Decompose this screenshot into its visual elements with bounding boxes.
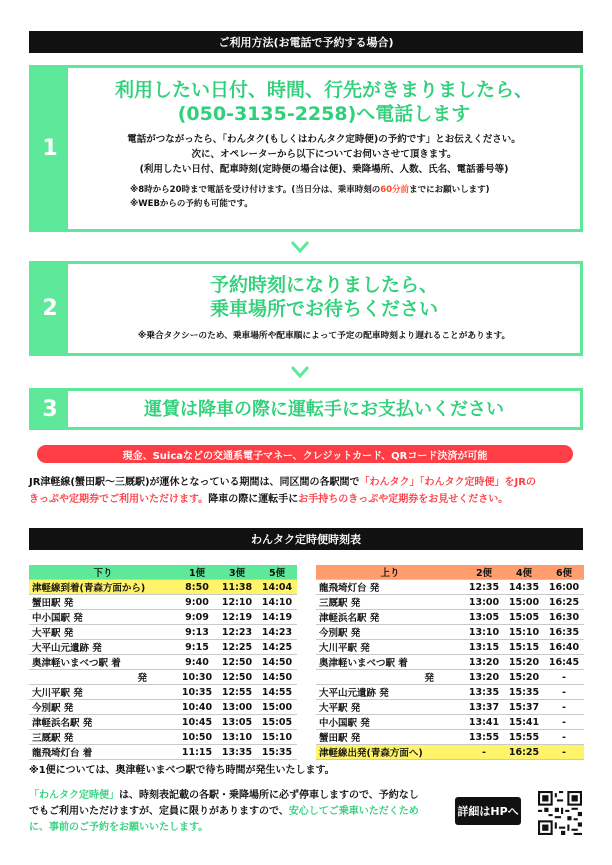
step-2-headline: 乗車場所でお待ちください [209, 298, 438, 320]
chevron-down-icon [290, 237, 310, 257]
time-cell: 13:10 [464, 625, 504, 640]
time-cell: 14:35 [504, 580, 544, 595]
stop-name: 龍飛埼灯台 着 [29, 745, 177, 760]
step-2-box [29, 261, 583, 356]
phone-number-headline: (050-3135-2258)へ電話します [177, 103, 471, 125]
step-1-line: (利用したい日付、配車時刻(定時便の場合は便)、乗降場所、人数、氏名、電話番号等) [139, 164, 509, 175]
column-header: 下り [29, 565, 177, 580]
time-cell: 13:00 [464, 595, 504, 610]
time-cell: 15:15 [504, 640, 544, 655]
table-row [29, 595, 297, 610]
time-cell: 9:13 [177, 625, 217, 640]
time-cell: 15:10 [504, 625, 544, 640]
time-cell: 14:50 [257, 655, 297, 670]
stop-name: 津軽線到着(青森方面から) [29, 580, 177, 595]
table-row [29, 580, 297, 595]
column-header: 上り [316, 565, 464, 580]
table-row [29, 730, 297, 745]
time-cell: 15:20 [504, 655, 544, 670]
time-cell: 13:00 [217, 700, 257, 715]
time-cell: 15:10 [257, 730, 297, 745]
column-header: 6便 [544, 565, 584, 580]
time-cell: 10:30 [177, 670, 217, 685]
time-cell: 15:05 [504, 610, 544, 625]
table-row [29, 745, 297, 760]
stop-name: 三厩駅 発 [29, 730, 177, 745]
time-cell: 12:23 [217, 625, 257, 640]
time-cell: - [544, 670, 584, 685]
table-header-row [316, 565, 584, 580]
table-row [29, 655, 297, 670]
step-2-note: ※乗合タクシーのため、乗車場所や配車順によって予定の配車時刻より遅れることがあります。 [137, 331, 511, 341]
time-cell: 8:50 [177, 580, 217, 595]
step-number: 1 [32, 68, 68, 229]
footer-line: は、時刻表記載の各駅・乗降場所に必ず停車しますので、予約なし [119, 790, 419, 801]
column-header: 2便 [464, 565, 504, 580]
table-row [316, 745, 584, 760]
step-2-headline: 予約時刻になりましたら、 [209, 274, 438, 296]
qr-code-icon[interactable] [538, 791, 582, 835]
time-cell: 16:35 [544, 625, 584, 640]
table-row [316, 595, 584, 610]
footer-text [29, 788, 419, 836]
time-cell: 14:19 [257, 610, 297, 625]
time-cell: 10:50 [177, 730, 217, 745]
time-cell: 16:30 [544, 610, 584, 625]
step-1-headline: 利用したい日付、時間、行先がきまりましたら、 [114, 79, 533, 101]
stop-name: 津軽浜名駅 発 [29, 715, 177, 730]
time-cell: 13:20 [464, 670, 504, 685]
stop-name: 中小国駅 発 [29, 610, 177, 625]
time-cell: 12:55 [217, 685, 257, 700]
time-cell: 13:20 [464, 655, 504, 670]
time-cell: 14:50 [257, 670, 297, 685]
stop-name: 今別駅 発 [29, 700, 177, 715]
chevron-down-icon [290, 362, 310, 382]
time-cell: 9:09 [177, 610, 217, 625]
stop-name: 蟹田駅 発 [29, 595, 177, 610]
table-row [316, 730, 584, 745]
time-cell: - [544, 685, 584, 700]
time-cell: 10:35 [177, 685, 217, 700]
time-cell: 12:50 [217, 670, 257, 685]
payment-methods-banner: 現金、Suicaなどの交通系電子マネー、クレジットカード、QRコード決済が可能 [37, 445, 573, 463]
note-text: ※8時から20時まで電話を受け付けます。(当日分は、乗車時刻の [130, 185, 381, 195]
time-cell: 16:45 [544, 655, 584, 670]
table-row [29, 670, 297, 685]
table-header-row [29, 565, 297, 580]
table-row [29, 625, 297, 640]
up-timetable [316, 565, 584, 760]
time-cell: 14:04 [257, 580, 297, 595]
time-cell: 16:00 [544, 580, 584, 595]
time-cell: 15:05 [257, 715, 297, 730]
jr-notice-text: 降車の際に運転手に [208, 494, 299, 505]
time-cell: 10:40 [177, 700, 217, 715]
column-header: 1便 [177, 565, 217, 580]
time-cell: 13:35 [464, 685, 504, 700]
table-row [29, 700, 297, 715]
jr-notice-highlight: お手持ちのきっぷや定期券をお見せください。 [298, 494, 509, 505]
step-3-headline: 運賃は降車の際に運転手にお支払いください [144, 399, 504, 420]
stop-name: 三厩駅 発 [316, 595, 464, 610]
time-cell: 14:10 [257, 595, 297, 610]
step-1-line: 電話がつながったら、「わんタク(もしくはわんタク定時便)の予約です」とお伝えください。 [127, 134, 521, 145]
step-1-line: 次に、オペレーターから以下についてお伺いさせて頂きます。 [191, 149, 457, 160]
time-cell: 16:25 [544, 595, 584, 610]
time-cell: 13:37 [464, 700, 504, 715]
time-cell: 12:10 [217, 595, 257, 610]
stop-name: 大川平駅 発 [29, 685, 177, 700]
stop-name: 龍飛埼灯台 発 [316, 580, 464, 595]
stop-name: 大平駅 発 [316, 700, 464, 715]
time-cell: 12:50 [217, 655, 257, 670]
footer-highlight: 「わんタク定時便」 [29, 790, 119, 801]
stop-name: 蟹田駅 発 [316, 730, 464, 745]
table-row [316, 685, 584, 700]
time-cell: - [464, 745, 504, 760]
stop-name: 奥津軽いまべつ駅 着 [316, 655, 464, 670]
column-header: 4便 [504, 565, 544, 580]
time-cell: 16:25 [504, 745, 544, 760]
footer-line: でもご利用いただけますが、定員に限りがありますので、 [29, 806, 289, 817]
table-row [316, 610, 584, 625]
table-row [316, 700, 584, 715]
time-cell: 13:05 [217, 715, 257, 730]
time-cell: 9:15 [177, 640, 217, 655]
time-cell: 14:23 [257, 625, 297, 640]
time-cell: 12:19 [217, 610, 257, 625]
table-row [316, 640, 584, 655]
time-cell: 9:00 [177, 595, 217, 610]
time-cell: 15:35 [504, 685, 544, 700]
column-header: 3便 [217, 565, 257, 580]
time-cell: - [544, 745, 584, 760]
time-cell: 13:05 [464, 610, 504, 625]
time-cell: 16:40 [544, 640, 584, 655]
time-cell: - [544, 700, 584, 715]
step-1-box [29, 65, 583, 232]
time-cell: 13:41 [464, 715, 504, 730]
jr-notice-highlight: きっぷや定期券でご利用いただけます。 [29, 494, 209, 505]
jr-notice [29, 474, 536, 508]
table-row [29, 640, 297, 655]
footer-highlight: に、事前のご予約をお願いいたします。 [29, 822, 209, 833]
time-cell: 15:20 [504, 670, 544, 685]
table-row [316, 715, 584, 730]
footer-highlight: 安心してご乗車いただくため [288, 806, 419, 817]
stop-name: 大平山元遺跡 発 [29, 640, 177, 655]
time-cell: - [544, 730, 584, 745]
stop-name: 津軽線出発(青森方面へ) [316, 745, 464, 760]
time-cell: 13:35 [217, 745, 257, 760]
timetable-title-bar: わんタク定時便時刻表 [29, 528, 583, 550]
time-cell: 15:37 [504, 700, 544, 715]
stop-name: 発 [29, 670, 177, 685]
time-cell: 9:40 [177, 655, 217, 670]
deadline-highlight: 60分前 [380, 185, 410, 195]
time-cell: 15:35 [257, 745, 297, 760]
time-cell: 15:55 [504, 730, 544, 745]
time-cell: 13:15 [464, 640, 504, 655]
timetable-footnote: ※1便については、奥津軽いまべつ駅で待ち時間が発生いたします。 [29, 765, 335, 776]
howto-title-bar: ご利用方法(お電話で予約する場合) [29, 31, 583, 53]
step-number: 2 [32, 264, 68, 353]
time-cell: 13:55 [464, 730, 504, 745]
stop-name: 奥津軽いまべつ駅 着 [29, 655, 177, 670]
time-cell: - [544, 715, 584, 730]
stop-name: 中小国駅 発 [316, 715, 464, 730]
table-row [29, 715, 297, 730]
step-1-note [72, 183, 576, 198]
hp-link-button[interactable]: 詳細はHPへ [455, 797, 521, 825]
stop-name: 大川平駅 発 [316, 640, 464, 655]
time-cell: 15:00 [257, 700, 297, 715]
stop-name: 今別駅 発 [316, 625, 464, 640]
time-cell: 13:10 [217, 730, 257, 745]
time-cell: 10:45 [177, 715, 217, 730]
table-row [29, 685, 297, 700]
time-cell: 15:41 [504, 715, 544, 730]
step-1-web-note: ※WEBからの予約も可能です。 [130, 199, 253, 209]
stop-name: 津軽浜名駅 発 [316, 610, 464, 625]
stop-name: 発 [316, 670, 464, 685]
down-timetable [29, 565, 297, 760]
stop-name: 大平駅 発 [29, 625, 177, 640]
time-cell: 12:25 [217, 640, 257, 655]
time-cell: 12:35 [464, 580, 504, 595]
table-row [29, 610, 297, 625]
column-header: 5便 [257, 565, 297, 580]
note-text: までにお願いします) [409, 185, 490, 195]
time-cell: 14:55 [257, 685, 297, 700]
stop-name: 大平山元遺跡 発 [316, 685, 464, 700]
time-cell: 11:38 [217, 580, 257, 595]
jr-notice-text: JR津軽線(蟹田駅〜三厩駅)が運休となっている期間は、同区間の各駅間で [29, 477, 360, 488]
table-row [316, 580, 584, 595]
table-row [316, 625, 584, 640]
time-cell: 11:15 [177, 745, 217, 760]
step-number: 3 [32, 391, 68, 427]
time-cell: 15:00 [504, 595, 544, 610]
table-row [316, 670, 584, 685]
table-row [316, 655, 584, 670]
jr-notice-highlight: 「わんタク」「わんタク定時便」をJRの [359, 477, 536, 488]
time-cell: 14:25 [257, 640, 297, 655]
step-3-box [29, 388, 583, 430]
